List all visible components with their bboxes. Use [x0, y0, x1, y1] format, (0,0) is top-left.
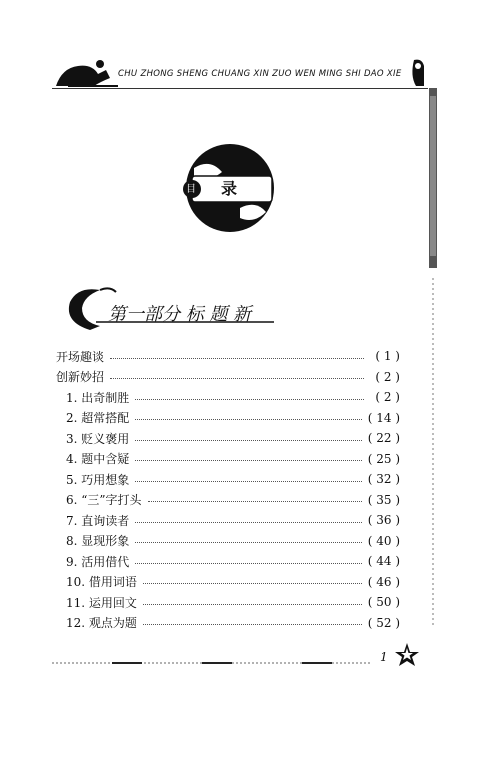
- toc-entry-page: ( 40 ): [367, 533, 400, 548]
- emblem-char-left: 目: [186, 184, 196, 195]
- toc-entry: [56, 469, 400, 490]
- toc-entry-label: 11. 运用回文: [66, 595, 137, 610]
- toc-dot-leader: [135, 460, 361, 461]
- toc-dot-leader: [143, 583, 362, 584]
- toc-entry-label: 3. 贬义褒用: [66, 431, 130, 446]
- toc-entry-page: ( 52 ): [367, 615, 400, 630]
- toc-entry-page: ( 2 ): [375, 369, 400, 384]
- toc-entry-label: 7. 直询读者: [66, 513, 130, 528]
- toc-entry-label: 10. 借用词语: [66, 575, 137, 590]
- running-header-title: CHU ZHONG SHENG CHUANG XIN ZUO WEN MING SHI DAO XIE: [118, 69, 402, 79]
- toc-entry-page: ( 50 ): [367, 595, 400, 610]
- toc-entry: [56, 408, 400, 429]
- toc-dot-leader: [135, 481, 361, 482]
- emblem-char-right: 录: [221, 179, 238, 198]
- toc-entry: [56, 428, 400, 449]
- toc-entry-label: 开场趣谈: [56, 349, 105, 364]
- toc-entry-page: ( 14 ): [367, 410, 400, 425]
- toc-dot-leader: [135, 542, 361, 543]
- toc-entry-label: 5. 巧用想象: [66, 472, 130, 487]
- toc-dot-leader: [110, 358, 364, 359]
- toc-entry-label: 9. 活用借代: [66, 554, 130, 569]
- toc-entry: [56, 613, 400, 634]
- toc-entry: [56, 531, 400, 552]
- toc-dot-leader: [135, 399, 364, 400]
- toc-entry: [56, 346, 400, 367]
- toc-entry: [56, 387, 400, 408]
- toc-dot-leader: [148, 501, 362, 502]
- footer-ornament-line: [52, 660, 372, 666]
- toc-entry-page: ( 46 ): [367, 574, 400, 589]
- toc-entry-label: 1. 出奇制胜: [66, 390, 130, 405]
- toc-entry: [56, 449, 400, 470]
- toc-entry-page: ( 36 ): [367, 513, 400, 528]
- toc-entry: [56, 572, 400, 593]
- toc-entry-page: ( 22 ): [367, 431, 400, 446]
- section-title: 第一部分 标 题 新: [108, 304, 252, 325]
- toc-entry-page: ( 1 ): [375, 349, 400, 364]
- toc-entry: [56, 551, 400, 572]
- toc-entry-label: 8. 显现形象: [66, 534, 130, 549]
- toc-dot-leader: [135, 563, 361, 564]
- toc-entry-label: 2. 超常搭配: [66, 411, 130, 426]
- toc-entry-page: ( 32 ): [367, 472, 400, 487]
- toc-dot-leader: [135, 440, 361, 441]
- toc-entry-label: 6. “三”字打头: [66, 493, 142, 508]
- toc-entry: [56, 490, 400, 511]
- side-decorative-band: [428, 88, 438, 628]
- toc-dot-leader: [143, 604, 362, 605]
- toc-entry-page: ( 44 ): [367, 554, 400, 569]
- header-rule: [52, 88, 428, 89]
- toc-entry-page: ( 35 ): [367, 492, 400, 507]
- table-of-contents: [56, 346, 400, 633]
- toc-entry: [56, 367, 400, 388]
- toc-dot-leader: [110, 378, 364, 379]
- toc-dot-leader: [135, 522, 361, 523]
- page-number: 1: [380, 650, 388, 664]
- toc-dot-leader: [135, 419, 361, 420]
- toc-entry: [56, 510, 400, 531]
- toc-entry-page: ( 25 ): [367, 451, 400, 466]
- toc-entry: [56, 592, 400, 613]
- toc-dot-leader: [143, 624, 362, 625]
- star-ornament-icon: [394, 642, 420, 668]
- toc-entry-page: ( 2 ): [375, 390, 400, 405]
- toc-entry-label: 4. 题中含疑: [66, 452, 130, 467]
- toc-entry-label: 创新妙招: [56, 370, 105, 385]
- toc-entry-label: 12. 观点为题: [66, 616, 137, 631]
